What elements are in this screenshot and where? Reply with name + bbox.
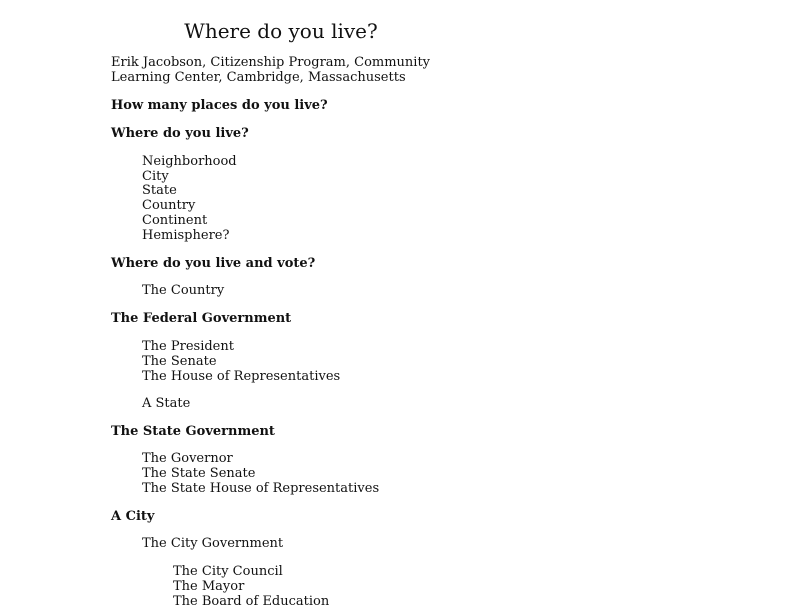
list-item: Hemisphere?: [142, 228, 230, 243]
list-item: The State Senate: [142, 466, 256, 481]
list-item: The Mayor: [173, 579, 245, 594]
heading: A City: [111, 509, 155, 524]
heading: How many places do you live?: [111, 98, 328, 113]
page-title: Where do you live?: [184, 19, 378, 43]
author-line: Learning Center, Cambridge, Massachusetts: [111, 70, 406, 85]
heading: Where do you live and vote?: [111, 256, 316, 271]
list-item: The Senate: [142, 354, 217, 369]
list-item: Continent: [142, 213, 208, 228]
heading: The State Government: [111, 424, 275, 439]
heading: The Federal Government: [111, 311, 292, 326]
heading: Where do you live?: [111, 126, 249, 141]
list-item: The President: [142, 339, 234, 354]
list-item: Country: [142, 198, 196, 213]
list-item: The Governor: [142, 451, 233, 466]
list-item: City: [142, 169, 169, 184]
list-item: State: [142, 183, 177, 198]
list-item: The Board of Education: [173, 594, 330, 609]
list-item: The State House of Representatives: [142, 481, 380, 496]
list-item: The City Government: [142, 536, 284, 551]
list-item: The House of Representatives: [142, 369, 341, 384]
list-item: A State: [142, 396, 191, 411]
list-item: Neighborhood: [142, 154, 237, 169]
list-item: The City Council: [173, 564, 283, 579]
author-line: Erik Jacobson, Citizenship Program, Community: [111, 55, 431, 70]
list-item: The Country: [142, 283, 225, 298]
